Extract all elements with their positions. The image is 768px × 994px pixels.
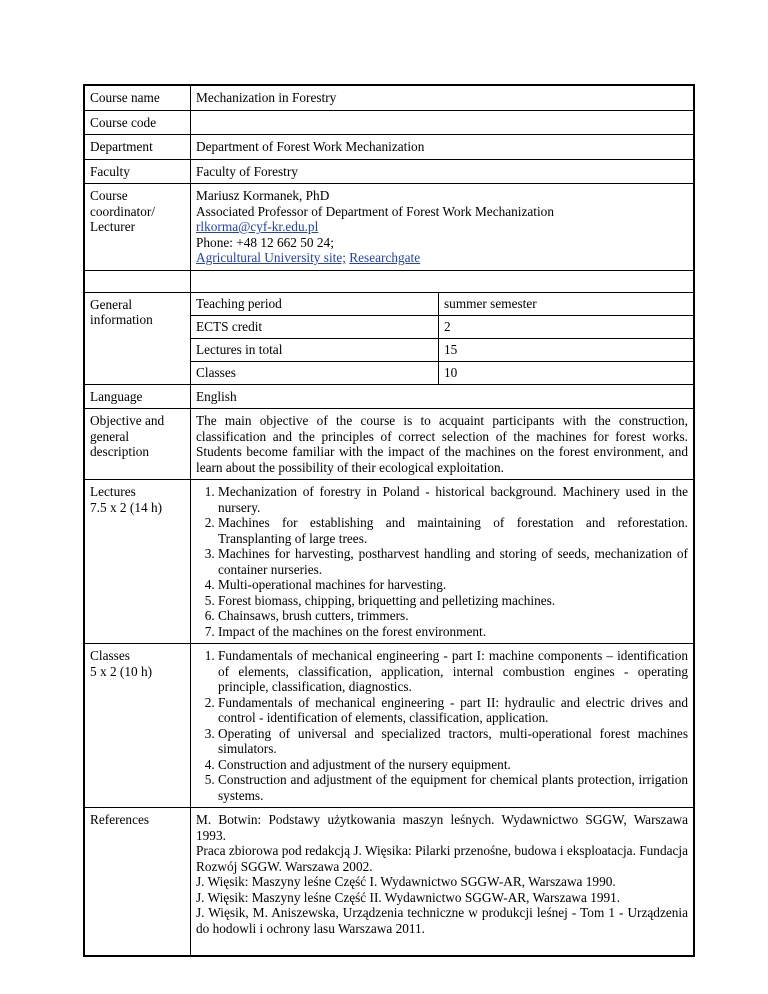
label-lectures: Lectures 7.5 x 2 (14 h) bbox=[85, 480, 191, 644]
researchgate-link[interactable]: Researchgate bbox=[349, 250, 421, 265]
list-item: 3. Operating of universal and specialized tractors, multi-operational forest machines simulators. bbox=[218, 726, 688, 757]
course-name-value: Mechanization in Forestry bbox=[191, 86, 694, 111]
label-course-code: Course code bbox=[85, 110, 191, 135]
row-department bbox=[85, 135, 694, 160]
general-information-cell bbox=[191, 292, 694, 384]
classes-cell bbox=[191, 644, 694, 808]
label-classes: Classes 5 x 2 (10 h) bbox=[85, 644, 191, 808]
label-faculty: Faculty bbox=[85, 159, 191, 184]
list-item: 3. Machines for harvesting, postharvest handling and storing of seeds, mechanization of container nurseries. bbox=[218, 546, 688, 577]
general-row: Lectures in total 15 bbox=[191, 338, 693, 361]
coordinator-value bbox=[191, 184, 694, 271]
row-classes bbox=[85, 644, 694, 808]
label-course-name: Course name bbox=[85, 86, 191, 111]
reference-item: M. Botwin: Podstawy użytkowania maszyn leśnych. Wydawnictwo SGGW, Warszawa 1993. bbox=[196, 812, 688, 843]
classes-list bbox=[196, 648, 688, 803]
coordinator-phone: Phone: +48 12 662 50 24; bbox=[196, 234, 334, 250]
row-general-information bbox=[85, 292, 694, 384]
general-row: Teaching period summer semester bbox=[191, 293, 693, 316]
list-item: 6. Chainsaws, brush cutters, trimmers. bbox=[218, 608, 688, 624]
list-item: 2. Fundamentals of mechanical engineering - part II: hydraulic and electric drives and control - identification of elements, classification, application. bbox=[218, 695, 688, 726]
references-cell bbox=[191, 808, 694, 956]
row-faculty bbox=[85, 159, 694, 184]
coordinator-title: Associated Professor of Department of Forest Work Mechanization bbox=[196, 203, 554, 219]
label-objective: Objective and general description bbox=[85, 409, 191, 480]
course-table bbox=[84, 85, 694, 956]
list-item: 4. Multi-operational machines for harvesting. bbox=[218, 577, 688, 593]
general-row: ECTS credit 2 bbox=[191, 315, 693, 338]
reference-item: J. Więsik, M. Aniszewska, Urządzenia techniczne w produkcji leśnej - Tom 1 - Urządzenia do hodowli i ochrony lasu Warszawa 2011. bbox=[196, 905, 688, 936]
list-item: 5. Construction and adjustment of the equipment for chemical plants protection, irrigation systems. bbox=[218, 772, 688, 803]
reference-item: Praca zbiorowa pod redakcją J. Więsika: Pilarki przenośne, budowa i eksploatacja. Fundacja Rozwój SGGW. Warszawa 2002. bbox=[196, 843, 688, 874]
lectures-cell bbox=[191, 480, 694, 644]
lectures-list bbox=[196, 484, 688, 639]
label-references: References bbox=[85, 808, 191, 956]
row-spacer bbox=[85, 270, 694, 292]
row-references bbox=[85, 808, 694, 956]
list-item: 2. Machines for establishing and maintaining of forestation and reforestation. Transplanting of large trees. bbox=[218, 515, 688, 546]
row-language bbox=[85, 384, 694, 409]
course-code-value bbox=[191, 110, 694, 135]
list-item: 7. Impact of the machines on the forest environment. bbox=[218, 624, 688, 640]
list-item: 4. Construction and adjustment of the nursery equipment. bbox=[218, 757, 688, 773]
label-department: Department bbox=[85, 135, 191, 160]
email-link[interactable]: rlkorma@cyf-kr.edu.pl bbox=[196, 219, 319, 234]
coordinator-name: Mariusz Kormanek, PhD bbox=[196, 188, 330, 203]
list-item: 5. Forest biomass, chipping, briquetting and pelletizing machines. bbox=[218, 593, 688, 609]
label-language: Language bbox=[85, 384, 191, 409]
list-item: 1. Fundamentals of mechanical engineering - part I: machine components – identification of elements, classification, application, internal combustion engines - operating principle, classification, diagnostics. bbox=[218, 648, 688, 695]
agricultural-university-link[interactable]: Agricultural University site; bbox=[196, 250, 346, 265]
reference-item: J. Więsik: Maszyny leśne Część I. Wydawnictwo SGGW-AR, Warszawa 1990. bbox=[196, 874, 616, 889]
objective-text: The main objective of the course is to acquaint participants with the construction, classification and the principles of correct selection of the machines for forest works. Students become familiar with the impact of the machines on the forest environment, and learn about the possibility of their ecological exploitation. bbox=[191, 409, 694, 480]
reference-item: J. Więsik: Maszyny leśne Część II. Wydawnictwo SGGW-AR, Warszawa 1991. bbox=[196, 889, 621, 905]
row-course-code bbox=[85, 110, 694, 135]
row-coordinator bbox=[85, 184, 694, 271]
row-course-name bbox=[85, 86, 694, 111]
label-general-information: General information bbox=[85, 292, 191, 384]
row-objective bbox=[85, 409, 694, 480]
list-item: 1. Mechanization of forestry in Poland - historical background. Machinery used in the nursery. bbox=[218, 484, 688, 515]
label-coordinator: Course coordinator/ Lecturer bbox=[85, 184, 191, 271]
language-value: English bbox=[191, 384, 694, 409]
course-sheet bbox=[83, 84, 695, 957]
general-row: Classes 10 bbox=[191, 361, 693, 384]
department-value: Department of Forest Work Mechanization bbox=[191, 135, 694, 160]
row-lectures bbox=[85, 480, 694, 644]
faculty-value: Faculty of Forestry bbox=[191, 159, 694, 184]
general-information-table bbox=[191, 293, 693, 384]
